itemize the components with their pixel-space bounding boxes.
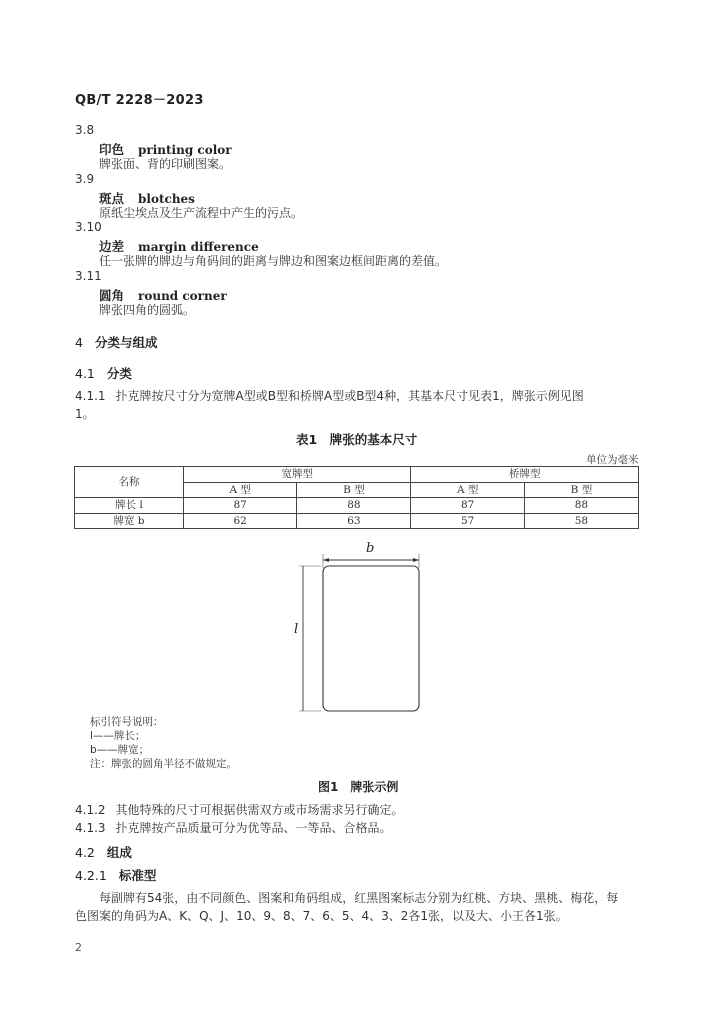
table-cell: 58 xyxy=(524,513,638,529)
subsection-number: 4.1 xyxy=(75,366,95,381)
page-number: 2 xyxy=(75,941,82,954)
type-header: A 型 xyxy=(184,482,297,498)
figure-note: 注：牌张的圆角半径不做规定。 xyxy=(90,758,237,770)
section-heading xyxy=(75,333,157,351)
clause-text: 扑克牌按尺寸分为宽牌A型或B型和桥牌A型或B型4种，其基本尺寸见表1，牌张示例见图 xyxy=(115,389,584,403)
term-number: 3.10 xyxy=(75,220,102,234)
term-en: blotches xyxy=(138,192,195,206)
type-header: B 型 xyxy=(297,482,411,498)
type-header: A 型 xyxy=(411,482,524,498)
clause-number: 4.1.3 xyxy=(75,821,106,835)
table-unit: 单位为毫米 xyxy=(586,454,639,466)
arrow-right xyxy=(413,558,419,562)
term-definition: 牌张面、背的印刷图案。 xyxy=(99,157,232,171)
term-definition: 任一张牌的牌边与角码间的距离与牌边和图案边框间距离的差值。 xyxy=(99,254,448,268)
clause-paragraph xyxy=(75,819,392,837)
figure-caption: 图1 牌张示例 xyxy=(318,780,399,794)
composition-paragraph: 每副牌有54张，由不同颜色、图案和角码组成，红黑图案标志分别为红桃、方块、黑桃、梅花，每 xyxy=(99,891,619,905)
term-definition: 原纸尘埃点及生产流程中产生的污点。 xyxy=(99,206,304,220)
subsection-heading xyxy=(75,843,132,861)
table-cell: 87 xyxy=(184,498,297,514)
table-row xyxy=(75,498,639,514)
term-zh: 边差 xyxy=(99,239,125,254)
clause-number: 4.1.1 xyxy=(75,389,106,403)
table-row xyxy=(75,513,639,529)
table-cell: 88 xyxy=(297,498,411,514)
arrow-left xyxy=(323,558,329,562)
table-cell: 62 xyxy=(184,513,297,529)
clause-paragraph xyxy=(75,801,404,819)
legend-title: 标引符号说明： xyxy=(90,716,164,728)
clause-text: 其他特殊的尺寸可根据供需双方或市场需求另行确定。 xyxy=(115,803,404,817)
term-number: 3.9 xyxy=(75,172,95,186)
name-header: 名称 xyxy=(75,467,184,498)
row-name: 牌宽 b xyxy=(75,513,184,529)
term-en: round corner xyxy=(138,289,227,303)
table-cell: 88 xyxy=(524,498,638,514)
clause-text: 扑克牌按产品质量可分为优等品、一等品、合格品。 xyxy=(115,821,392,835)
term-definition: 牌张四角的圆弧。 xyxy=(99,303,196,317)
term-zh: 圆角 xyxy=(99,288,125,303)
type-header: B 型 xyxy=(524,482,638,498)
legend-item: l——牌长； xyxy=(90,730,146,742)
subsection-title: 组成 xyxy=(106,845,132,860)
table-cell: 63 xyxy=(297,513,411,529)
dimensions-table xyxy=(74,466,639,529)
subsection-title: 分类 xyxy=(106,366,132,381)
width-symbol: b xyxy=(366,541,375,556)
clause-paragraph xyxy=(75,387,584,405)
subsection-number: 4.2 xyxy=(75,845,95,860)
subsection-number: 4.2.1 xyxy=(75,868,107,883)
subsection-title: 标准型 xyxy=(118,868,157,883)
legend-item: b——牌宽； xyxy=(90,744,150,756)
term-zh: 印色 xyxy=(99,142,125,157)
term-en: margin difference xyxy=(138,240,259,254)
section-number: 4 xyxy=(75,335,83,350)
table-header-row xyxy=(75,467,639,483)
term-zh: 斑点 xyxy=(99,191,125,206)
section-title: 分类与组成 xyxy=(94,335,158,350)
card-outline xyxy=(323,566,419,711)
clause-text-continued: 1。 xyxy=(75,407,95,421)
subsection-heading xyxy=(75,364,132,382)
clause-number: 4.1.2 xyxy=(75,803,106,817)
term-number: 3.11 xyxy=(75,269,102,283)
table-cell: 57 xyxy=(411,513,524,529)
composition-paragraph-continued: 色图案的角码为A、K、Q、J、10、9、8、7、6、5、4、3、2各1张，以及大、小王各1张。 xyxy=(75,909,568,923)
row-name: 牌长 l xyxy=(75,498,184,514)
wide-card-header: 宽牌型 xyxy=(184,467,411,483)
standard-number-header: QB/T 2228－2023 xyxy=(75,93,204,108)
subsection-heading xyxy=(75,866,156,884)
term-number: 3.8 xyxy=(75,123,95,137)
table-cell: 87 xyxy=(411,498,524,514)
term-en: printing color xyxy=(138,143,232,157)
length-symbol: l xyxy=(294,622,299,637)
table-caption: 表1 牌张的基本尺寸 xyxy=(296,432,418,447)
bridge-card-header: 桥牌型 xyxy=(411,467,639,483)
card-diagram xyxy=(285,538,435,718)
